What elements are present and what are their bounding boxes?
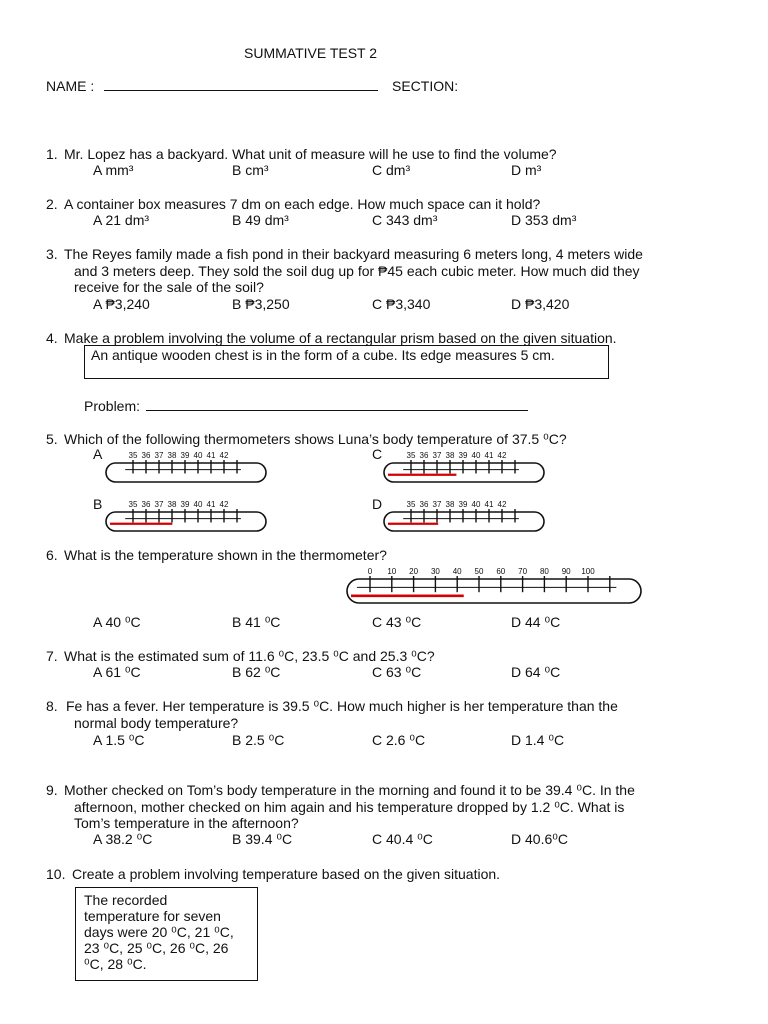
thermometer-tick-label: 35 bbox=[128, 451, 138, 460]
thermometer-tick-label: 38 bbox=[445, 500, 455, 509]
question-7-choice-b[interactable]: B 62 ⁰C bbox=[232, 664, 281, 680]
question-2-choice-a[interactable]: A 21 dm³ bbox=[93, 212, 150, 228]
question-1-choice-d[interactable]: D m³ bbox=[511, 162, 542, 178]
thermometer-tick-label: 35 bbox=[128, 500, 138, 509]
question-2-text: A container box measures 7 dm on each edge. How much space can it hold? bbox=[64, 196, 541, 212]
question-8-number: 8. bbox=[46, 698, 58, 714]
thermometer-tick-label: 40 bbox=[193, 500, 203, 509]
thermometer-option-d[interactable] bbox=[383, 499, 545, 534]
thermometer-tick-label: 50 bbox=[474, 567, 484, 576]
thermometer-tick-label: 39 bbox=[180, 500, 190, 509]
question-2-choice-d[interactable]: D 353 dm³ bbox=[511, 212, 577, 228]
thermometer-tick-label: 30 bbox=[430, 567, 440, 576]
thermometer-tick-label: 37 bbox=[154, 451, 164, 460]
question-10-situation-line: ⁰C, 28 ⁰C. bbox=[84, 956, 147, 972]
question-9-line-3: Tom’s temperature in the afternoon? bbox=[74, 815, 299, 831]
question-9-choice-a[interactable]: A 38.2 ⁰C bbox=[93, 831, 153, 847]
thermometer-tick-label: 39 bbox=[180, 451, 190, 460]
question-7-choice-c[interactable]: C 63 ⁰C bbox=[372, 664, 422, 680]
thermometer-tube bbox=[106, 463, 266, 482]
thermometer-tick-label: 40 bbox=[471, 451, 481, 460]
question-2-number: 2. bbox=[46, 196, 58, 212]
section-label: SECTION: bbox=[392, 78, 459, 94]
name-blank[interactable] bbox=[104, 78, 378, 91]
thermometer-tick-label: 10 bbox=[387, 567, 397, 576]
thermometer-tick-label: 42 bbox=[497, 500, 507, 509]
thermometer-tick-label: 37 bbox=[154, 500, 164, 509]
thermometer-tick-label: 38 bbox=[167, 451, 177, 460]
thermometer-option-b[interactable] bbox=[105, 499, 267, 534]
question-8-choice-c[interactable]: C 2.6 ⁰C bbox=[372, 732, 426, 748]
question-1-text: Mr. Lopez has a backyard. What unit of measure will he use to find the volume? bbox=[64, 146, 557, 162]
thermometer-tick-label: 36 bbox=[419, 500, 429, 509]
question-10-situation-line: 23 ⁰C, 25 ⁰C, 26 ⁰C, 26 bbox=[84, 940, 229, 956]
question-6-choice-d[interactable]: D 44 ⁰C bbox=[511, 614, 561, 630]
question-4-number: 4. bbox=[46, 330, 58, 346]
question-8-line-1: Fe has a fever. Her temperature is 39.5 ⁰C. How much higher is her temperature than the bbox=[66, 698, 618, 714]
question-7-text: What is the estimated sum of 11.6 ⁰C, 23.5 ⁰C and 25.3 ⁰C? bbox=[64, 648, 435, 664]
thermometer-tick-label: 90 bbox=[561, 567, 571, 576]
question-5-text: Which of the following thermometers shows Luna’s body temperature of 37.5 ⁰C? bbox=[64, 431, 567, 447]
thermometer-tick-label: 70 bbox=[518, 567, 528, 576]
question-10-situation-line: days were 20 ⁰C, 21 ⁰C, bbox=[84, 924, 234, 940]
question-9-line-1: Mother checked on Tom’s body temperature in the morning and found it to be 39.4 ⁰C. In the bbox=[64, 782, 635, 798]
question-3-line-1: The Reyes family made a fish pond in their backyard measuring 6 meters long, 4 meters wide bbox=[64, 246, 643, 262]
question-8-choice-d[interactable]: D 1.4 ⁰C bbox=[511, 732, 565, 748]
question-8-line-2: normal body temperature? bbox=[74, 715, 239, 731]
thermometer-option-a-letter[interactable]: A bbox=[93, 446, 103, 462]
thermometer-tick-label: 100 bbox=[581, 567, 595, 576]
problem-blank[interactable] bbox=[146, 398, 528, 411]
question-3-line-2: and 3 meters deep. They sold the soil dug up for ₱45 each cubic meter. How much did they bbox=[74, 263, 640, 279]
thermometer-tick-label: 36 bbox=[141, 451, 151, 460]
question-6-choice-a[interactable]: A 40 ⁰C bbox=[93, 614, 141, 630]
question-3-choice-c[interactable]: C ₱3,340 bbox=[372, 296, 431, 312]
question-9-line-2: afternoon, mother checked on him again and his temperature dropped by 1.2 ⁰C. What is bbox=[74, 799, 625, 815]
thermometer-tick-label: 60 bbox=[496, 567, 506, 576]
question-3-choice-b[interactable]: B ₱3,250 bbox=[232, 296, 290, 312]
question-9-choice-c[interactable]: C 40.4 ⁰C bbox=[372, 831, 433, 847]
question-1-number: 1. bbox=[46, 146, 58, 162]
question-9-choice-b[interactable]: B 39.4 ⁰C bbox=[232, 831, 293, 847]
question-9-choice-d[interactable]: D 40.6⁰C bbox=[511, 831, 568, 847]
question-10-situation-line: temperature for seven bbox=[84, 908, 221, 924]
thermometer-tick-label: 38 bbox=[167, 500, 177, 509]
question-1-choice-a[interactable]: A mm³ bbox=[93, 162, 134, 178]
question-5-number: 5. bbox=[46, 431, 58, 447]
thermometer-tick-label: 41 bbox=[484, 500, 494, 509]
question-4-situation: An antique wooden chest is in the form of a cube. Its edge measures 5 cm. bbox=[91, 347, 555, 363]
thermometer-tick-label: 42 bbox=[219, 451, 229, 460]
thermometer-tube bbox=[384, 463, 544, 482]
thermometer-tick-label: 41 bbox=[206, 451, 216, 460]
thermometer-tick-label: 42 bbox=[219, 500, 229, 509]
name-label: NAME : bbox=[46, 78, 95, 94]
thermometer-option-c[interactable] bbox=[383, 450, 545, 485]
question-3-choice-a[interactable]: A ₱3,240 bbox=[93, 296, 150, 312]
question-9-number: 9. bbox=[46, 782, 58, 798]
question-7-choice-a[interactable]: A 61 ⁰C bbox=[93, 664, 141, 680]
thermometer-tick-label: 40 bbox=[193, 451, 203, 460]
thermometer-tick-label: 41 bbox=[484, 451, 494, 460]
thermometer-tick-label: 37 bbox=[432, 500, 442, 509]
thermometer-tube bbox=[384, 512, 544, 531]
question-10-text: Create a problem involving temperature based on the given situation. bbox=[72, 866, 501, 882]
thermometer-tick-label: 40 bbox=[452, 567, 462, 576]
thermometer-tick-label: 36 bbox=[419, 451, 429, 460]
question-1-choice-b[interactable]: B cm³ bbox=[232, 162, 269, 178]
thermometer-tick-label: 35 bbox=[406, 451, 416, 460]
question-3-choice-d[interactable]: D ₱3,420 bbox=[511, 296, 570, 312]
thermometer-tick-label: 0 bbox=[367, 567, 373, 576]
thermometer-tick-label: 39 bbox=[458, 500, 468, 509]
question-3-line-3: receive for the sale of the soil? bbox=[74, 279, 264, 295]
question-3-number: 3. bbox=[46, 246, 58, 262]
thermometer-tick-label: 41 bbox=[206, 500, 216, 509]
question-8-choice-a[interactable]: A 1.5 ⁰C bbox=[93, 732, 145, 748]
thermometer-tube bbox=[106, 512, 266, 531]
question-10-number: 10. bbox=[46, 866, 66, 882]
question-7-choice-d[interactable]: D 64 ⁰C bbox=[511, 664, 561, 680]
question-6-number: 6. bbox=[46, 547, 58, 563]
question-2-choice-c[interactable]: C 343 dm³ bbox=[372, 212, 438, 228]
thermometer-tick-label: 35 bbox=[406, 500, 416, 509]
thermometer-tick-label: 80 bbox=[539, 567, 549, 576]
question-2-choice-b[interactable]: B 49 dm³ bbox=[232, 212, 289, 228]
thermometer-tick-label: 42 bbox=[497, 451, 507, 460]
thermometer-tick-label: 38 bbox=[445, 451, 455, 460]
question-4-situation-box bbox=[84, 345, 609, 379]
thermometer-tick-label: 39 bbox=[458, 451, 468, 460]
thermometer-option-c-letter[interactable]: C bbox=[372, 446, 383, 462]
question-1-choice-c[interactable]: C dm³ bbox=[372, 162, 411, 178]
thermometer-option-a[interactable] bbox=[105, 450, 267, 485]
problem-label: Problem: bbox=[84, 398, 141, 414]
question-10-situation-box bbox=[75, 887, 258, 981]
thermometer-option-b-letter[interactable]: B bbox=[93, 496, 103, 512]
test-title: SUMMATIVE TEST 2 bbox=[244, 45, 378, 61]
question-6-text: What is the temperature shown in the thermometer? bbox=[64, 547, 387, 563]
thermometer-tick-label: 40 bbox=[471, 500, 481, 509]
thermometer-tick-label: 36 bbox=[141, 500, 151, 509]
question-4-text: Make a problem involving the volume of a rectangular prism based on the given situation. bbox=[64, 330, 617, 346]
question-10-situation-line: The recorded bbox=[84, 892, 168, 908]
question-6-choice-b[interactable]: B 41 ⁰C bbox=[232, 614, 281, 630]
thermometer-tick-label: 20 bbox=[409, 567, 419, 576]
question-7-number: 7. bbox=[46, 648, 58, 664]
question-8-choice-b[interactable]: B 2.5 ⁰C bbox=[232, 732, 285, 748]
thermometer-option-d-letter[interactable]: D bbox=[372, 496, 383, 512]
question-6-choice-c[interactable]: C 43 ⁰C bbox=[372, 614, 422, 630]
thermometer-tick-label: 37 bbox=[432, 451, 442, 460]
thermometer-question-6 bbox=[346, 566, 642, 606]
